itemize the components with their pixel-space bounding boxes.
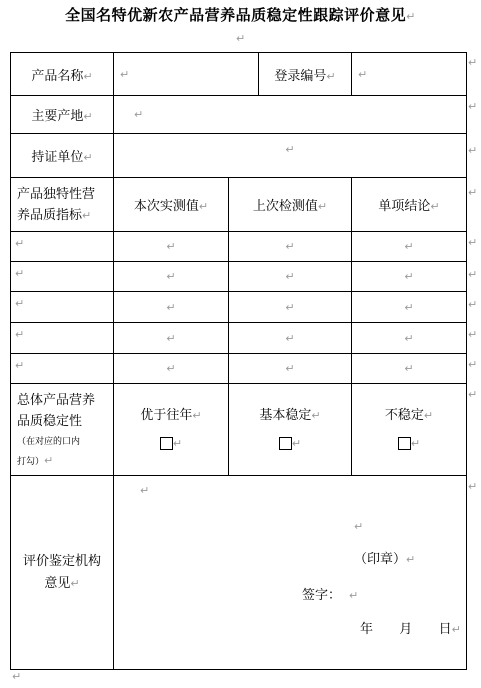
stability-label-line: 总体产品营养 (17, 392, 96, 408)
stability-note-line: 打勾） (17, 456, 45, 467)
current-value-cell[interactable] (114, 232, 229, 262)
paragraph-mark: ↵ (172, 436, 183, 450)
paragraph-mark: ↵ (166, 331, 176, 345)
date-line (360, 618, 461, 637)
paragraph-mark: ↵ (404, 300, 414, 314)
holder-field[interactable] (114, 134, 467, 178)
paragraph-mark: ↵ (198, 200, 209, 213)
paragraph-mark: ↵ (404, 331, 414, 345)
paragraph-mark: ↵ (166, 362, 176, 375)
row-end-mark: ↵ (468, 268, 478, 281)
paragraph-mark: ↵ (15, 237, 25, 250)
paragraph-mark: ↵ (285, 240, 295, 253)
indicator-cell[interactable] (11, 262, 114, 292)
paragraph-mark: ↵ (285, 143, 295, 156)
previous-value-label: 上次检测值 (252, 199, 318, 214)
paragraph-mark: ↵ (285, 362, 295, 375)
paragraph-mark: ↵ (410, 436, 421, 450)
previous-value-cell[interactable] (229, 292, 352, 323)
paragraph-mark: ↵ (70, 576, 80, 590)
paragraph-mark: ↵ (15, 359, 25, 372)
conclusion-cell[interactable] (352, 354, 467, 384)
paragraph-mark: ↵ (134, 108, 144, 121)
row-end-mark: ↵ (468, 56, 478, 69)
paragraph-mark: ↵ (140, 484, 150, 497)
indicator-cell[interactable] (11, 354, 114, 384)
paragraph-mark: ↵ (404, 362, 414, 375)
paragraph-mark: ↵ (285, 300, 295, 314)
paragraph-mark: ↵ (83, 69, 93, 83)
table-row (11, 354, 467, 384)
holder-label: 持证单位 (31, 150, 84, 165)
paragraph-mark: ↵ (236, 32, 246, 45)
product-name-field[interactable] (114, 53, 259, 96)
row-end-mark: ↵ (468, 298, 478, 311)
title-text: 全国名特优新农产品营养品质稳定性跟踪评价意见 (65, 6, 407, 24)
option-basic-cell (229, 384, 352, 476)
option-unstable-label: 不稳定 (384, 407, 424, 423)
paragraph-mark: ↵ (166, 300, 176, 314)
option-unstable-cell (352, 384, 467, 476)
table-row (11, 384, 467, 476)
option-basic-checkbox[interactable] (279, 437, 292, 450)
table-row (11, 292, 467, 323)
paragraph-mark: ↵ (311, 408, 321, 422)
conclusion-cell[interactable] (352, 292, 467, 323)
current-value-cell[interactable] (114, 354, 229, 384)
paragraph-mark: ↵ (15, 267, 25, 280)
table-row (11, 262, 467, 292)
sign-label: 签字： (302, 588, 342, 603)
month-label: 月 (399, 622, 413, 637)
table-row (11, 323, 467, 354)
previous-value-cell[interactable] (229, 262, 352, 292)
paragraph-mark: ↵ (406, 553, 416, 566)
option-better-checkbox[interactable] (160, 437, 173, 450)
indicator-cell[interactable] (11, 232, 114, 262)
table-row (11, 96, 467, 134)
stability-label-cell (11, 384, 114, 476)
indicator-cell[interactable] (11, 292, 114, 323)
table-row (11, 134, 467, 178)
paragraph-mark: ↵ (12, 670, 22, 683)
conclusion-cell[interactable] (352, 262, 467, 292)
stability-label-line: 品质稳定性 (17, 413, 83, 429)
paragraph-mark: ↵ (166, 270, 176, 283)
conclusion-label: 单项结论 (378, 199, 431, 214)
row-end-mark: ↵ (468, 388, 478, 401)
paragraph-mark: ↵ (451, 623, 461, 636)
seal-text: （印章） (354, 552, 407, 567)
current-value-cell[interactable] (114, 323, 229, 354)
option-better-cell (114, 384, 229, 476)
year-label: 年 (360, 622, 374, 637)
row-end-mark: ↵ (468, 144, 478, 157)
signature-line (302, 584, 358, 603)
paragraph-mark: ↵ (285, 270, 295, 283)
current-value-cell[interactable] (114, 262, 229, 292)
current-value-cell[interactable] (114, 292, 229, 323)
paragraph-mark: ↵ (82, 208, 92, 222)
paragraph-mark: ↵ (317, 200, 328, 213)
indicator-label-line: 养品质指标 (17, 207, 83, 223)
paragraph-mark: ↵ (15, 328, 25, 341)
row-end-mark: ↵ (468, 480, 478, 493)
row-end-mark: ↵ (468, 328, 478, 341)
stability-note-line: （在对应的口内 (17, 436, 81, 447)
row-end-mark: ↵ (468, 100, 478, 113)
paragraph-mark: ↵ (349, 589, 359, 602)
table-row (11, 476, 467, 670)
table-row (11, 178, 467, 232)
paragraph-mark: ↵ (326, 69, 336, 83)
indicator-label-cell (11, 178, 114, 232)
product-name-label: 产品名称 (31, 68, 84, 84)
reg-no-label-cell (259, 53, 352, 96)
previous-value-header (229, 178, 352, 232)
option-basic-label: 基本稳定 (259, 407, 312, 423)
paragraph-mark: ↵ (120, 67, 130, 81)
origin-field[interactable] (114, 96, 467, 134)
document-title (0, 4, 481, 25)
paragraph-mark: ↵ (291, 436, 302, 450)
evaluation-form-table (10, 52, 467, 670)
reg-no-field[interactable] (352, 53, 467, 96)
table-row (11, 53, 467, 96)
eval-opinion-field[interactable] (114, 476, 467, 670)
paragraph-mark: ↵ (166, 240, 176, 253)
table-row (11, 232, 467, 262)
paragraph-mark: ↵ (192, 408, 202, 422)
holder-label-cell (11, 134, 114, 178)
eval-label-line: 意见 (44, 575, 71, 591)
previous-value-cell[interactable] (229, 323, 352, 354)
reg-no-label: 登录编号 (274, 68, 327, 84)
conclusion-cell[interactable] (352, 323, 467, 354)
paragraph-mark: ↵ (354, 520, 364, 533)
origin-label: 主要产地 (31, 109, 84, 124)
paragraph-mark: ↵ (285, 331, 295, 345)
paragraph-mark: ↵ (83, 151, 93, 164)
row-end-mark: ↵ (468, 186, 478, 199)
option-unstable-checkbox[interactable] (398, 437, 411, 450)
previous-value-cell[interactable] (229, 232, 352, 262)
current-value-header (114, 178, 229, 232)
row-end-mark: ↵ (468, 236, 478, 249)
paragraph-mark: ↵ (404, 270, 414, 283)
previous-value-cell[interactable] (229, 354, 352, 384)
paragraph-mark: ↵ (423, 408, 434, 422)
paragraph-mark: ↵ (15, 297, 25, 310)
seal-placeholder (354, 548, 415, 567)
eval-label-line: 评价鉴定机构 (22, 553, 101, 569)
paragraph-mark: ↵ (430, 200, 440, 213)
paragraph-mark: ↵ (44, 453, 54, 467)
conclusion-cell[interactable] (352, 232, 467, 262)
paragraph-mark: ↵ (83, 110, 93, 123)
paragraph-mark: ↵ (358, 67, 368, 81)
option-better-label: 优于往年 (140, 407, 193, 423)
indicator-cell[interactable] (11, 323, 114, 354)
indicator-label-line: 产品独特性营 (17, 186, 96, 202)
paragraph-mark: ↵ (406, 10, 416, 23)
current-value-label: 本次实测值 (133, 199, 199, 214)
origin-label-cell (11, 96, 114, 134)
conclusion-header (352, 178, 467, 232)
day-label: 日 (438, 622, 452, 637)
product-name-label-cell (11, 53, 114, 96)
row-end-mark: ↵ (468, 358, 478, 371)
eval-label-cell (11, 476, 114, 670)
paragraph-mark: ↵ (404, 240, 414, 253)
